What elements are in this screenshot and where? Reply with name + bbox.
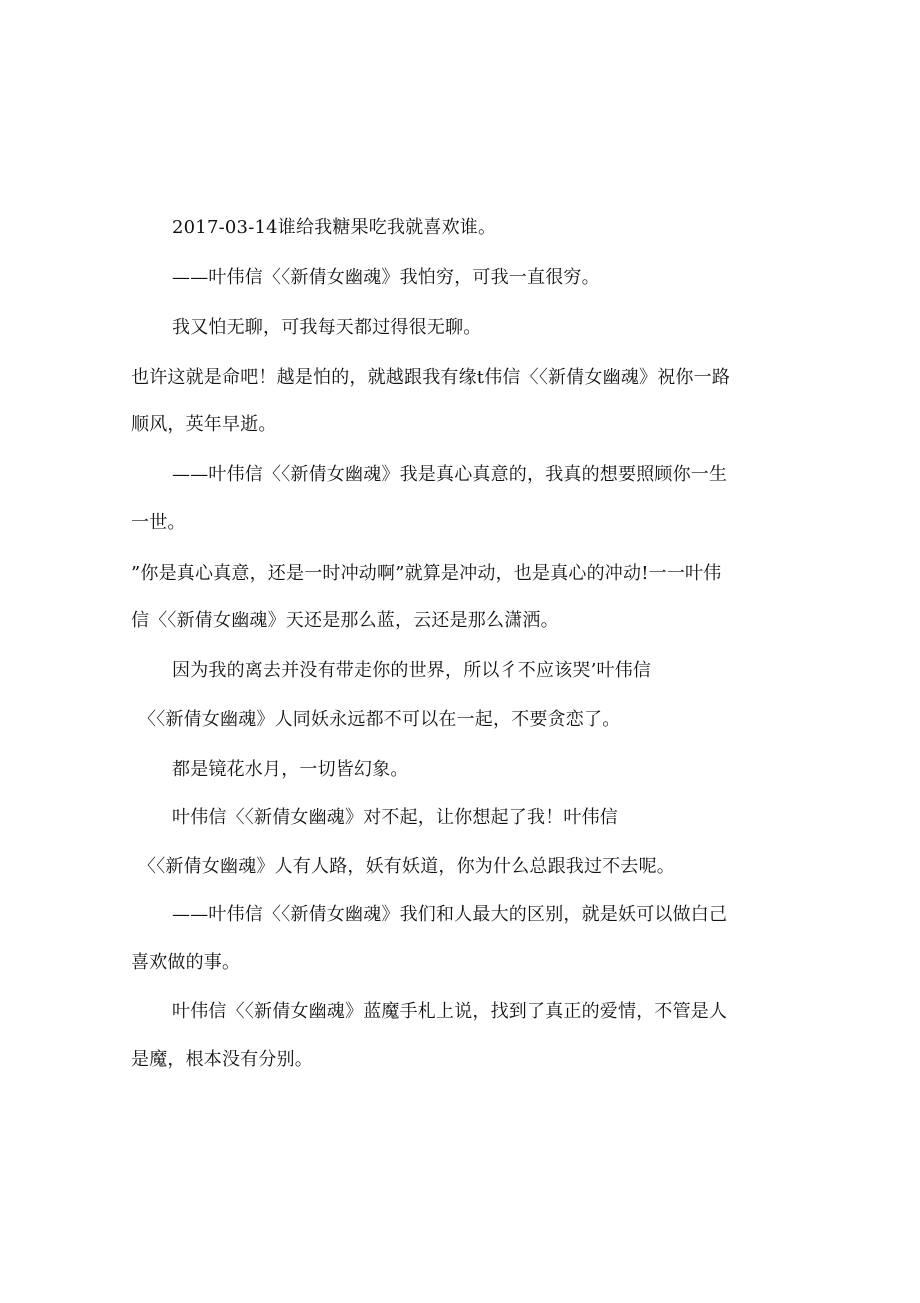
text-line: 都是镜花水月，一切皆幻象。 <box>172 759 409 780</box>
text-line: 叶伟信〈〈新倩女幽魂》蓝魔手札上说，找到了真正的爱情，不管是人 <box>172 1001 728 1022</box>
text-line: ——叶伟信〈〈新倩女幽魂》我们和人最大的区别，就是妖可以做白己 <box>172 904 728 925</box>
text-line: 一世。 <box>131 512 186 533</box>
text-line: 信〈〈新倩女幽魂》天还是那么蓝，云还是那么潇洒。 <box>131 610 559 631</box>
text-line: 是魔，根本没有分别。 <box>131 1049 313 1070</box>
text-line: 2017-03-14谁给我糖果吃我就喜欢谁。 <box>172 217 497 238</box>
text-line: 也许这就是命吧！越是怕的，就越跟我有缘t伟信〈〈新倩女幽魂》祝你一路 <box>131 367 731 388</box>
text-line: 喜欢做的事。 <box>131 952 241 973</box>
text-line: ——叶伟信〈〈新倩女幽魂》我怕穷，可我一直很穷。 <box>172 267 600 288</box>
text-line: ”你是真心真意，还是一时冲动啊”就算是冲动，也是真心的冲动!一一叶伟 <box>131 563 722 584</box>
text-line: 叶伟信〈〈新倩女幽魂》对不起，让你想起了我！叶伟信 <box>172 807 618 828</box>
text-line: 顺风，英年早逝。 <box>131 414 277 435</box>
text-line: ——叶伟信〈〈新倩女幽魂》我是真心真意的，我真的想要照顾你一生 <box>172 464 728 485</box>
text-line: 〈〈新倩女幽魂》人同妖永远都不可以在一起，不要贪恋了。 <box>138 709 621 730</box>
text-line: 因为我的离去并没有带走你的世界，所以彳不应该哭’叶伟信 <box>172 660 652 681</box>
text-line: 我又怕无聊，可我每天都过得很无聊。 <box>172 317 482 338</box>
text-line: 〈〈新倩女幽魂》人有人路，妖有妖道，你为什么总跟我过不去呢。 <box>138 856 675 877</box>
